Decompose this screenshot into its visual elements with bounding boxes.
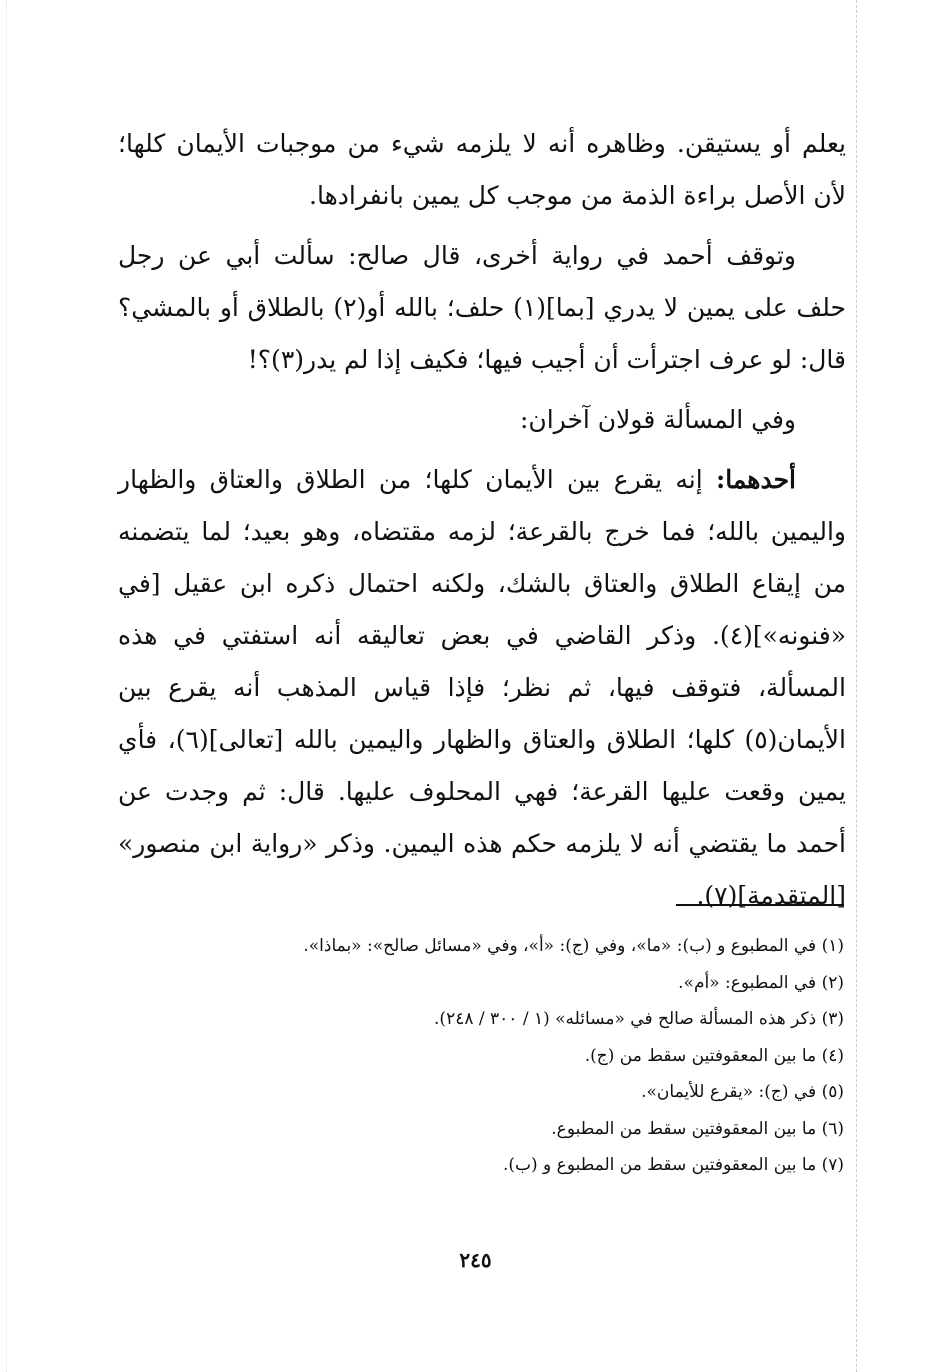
paragraph-4 [118, 454, 846, 922]
footnote-5: (٥) في (ج): «يقرع للأيمان». [641, 1082, 844, 1102]
paragraph-2: وتوقف أحمد في رواية أخرى، قال صالح: سألت أبي عن رجل حلف على يمين لا يدري [بما](١) حلف؛ بالله أو(٢) بالطلاق أو بالمشي؟ قال: لو عرف اجترأت أن أجيب فيها؛ فكيف إذا لم يدر(٣)؟! [118, 241, 846, 374]
footnote-2: (٢) في المطبوع: «أم». [678, 972, 844, 993]
page-number: ٢٤٥ [459, 1248, 492, 1272]
main-text [118, 118, 846, 922]
footnote-4: (٤) ما بين المعقوفتين سقط من (ج). [584, 1045, 844, 1066]
paragraph-1: يعلم أو يستيقن. وظاهره أنه لا يلزمه شيء من موجبات الأيمان كلها؛ لأن الأصل براءة الذمة من موجب كل يمين بانفرادها. [118, 129, 846, 210]
footnotes [118, 928, 844, 1184]
footnote-3: (٣) ذكر هذه المسألة صالح في «مسائله» (١ / ٣٠٠ / ٢٤٨). [434, 1009, 844, 1029]
footnote-7: (٧) ما بين المعقوفتين سقط من المطبوع و (ب). [502, 1155, 844, 1175]
scan-edge-line [856, 0, 857, 1372]
scan-edge-line-left [6, 0, 7, 1372]
footnote-6: (٦) ما بين المعقوفتين سقط من المطبوع. [551, 1118, 844, 1139]
footnote-separator [676, 904, 844, 906]
paragraph-3: وفي المسألة قولان آخران: [519, 405, 796, 434]
paragraph-4-body: إنه يقرع بين الأيمان كلها؛ من الطلاق والعتاق والظهار واليمين بالله؛ فما خرج بالقرعة؛ لزمه مقتضاه، وهو بعيد؛ لما يتضمنه من إيقاع الطلاق والعتاق بالشك، ولكنه احتمال ذكره ابن عقيل [في «فنونه»](٤). وذكر القاضي في بعض تعاليقه أنه استفتي في هذه المسألة، فتوقف فيها، ثم نظر؛ فإذا قياس المذهب أنه يقرع بين الأيمان(٥) كلها؛ الطلاق والعتاق والظهار واليمين بالله [تعالى](٦)، فأي يمين وقعت عليها القرعة؛ فهي المحلوف عليها. قال: ثم وجدت عن أحمد ما يقتضي أنه لا يلزمه حكم هذه اليمين. وذكر «رواية ابن منصور» [المتقدمة](٧). [118, 465, 847, 910]
footnote-1: (١) في المطبوع و (ب): «ما»، وفي (ج): «أ»، وفي «مسائل صالح»: «بماذا». [303, 936, 844, 956]
paragraph-4-lead: أحدهما: [715, 465, 796, 494]
